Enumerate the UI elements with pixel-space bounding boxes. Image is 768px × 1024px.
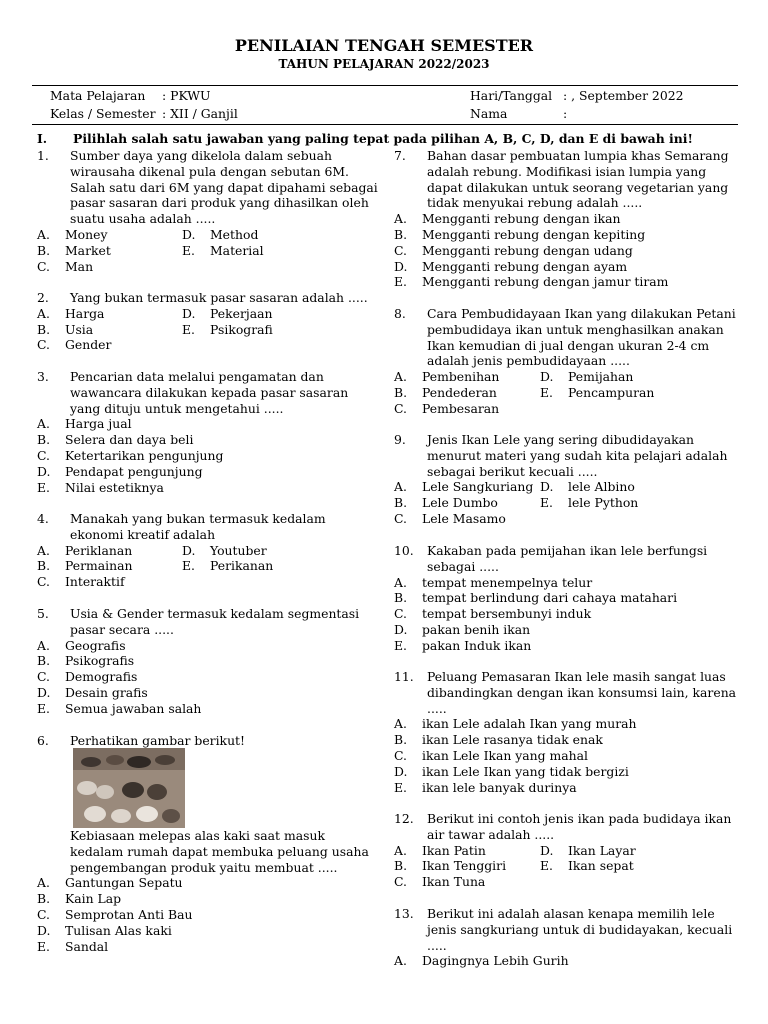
option-text: Sandal — [65, 938, 109, 954]
option-letter: E. — [182, 242, 195, 258]
option-letter: C. — [394, 748, 407, 763]
date-value: : , September 2022 — [563, 88, 684, 103]
option-letter: C. — [394, 242, 407, 258]
question-stem: Kakaban pada pemijahan ikan lele berfungsi sebagai ..... — [427, 543, 708, 574]
option-text: Gantungan Sepatu — [65, 875, 183, 891]
option-letter: B. — [37, 321, 51, 337]
option-text: ikan Lele Ikan yang tidak bergizi — [422, 763, 629, 779]
option-letter: A. — [37, 875, 50, 891]
option-letter: D. — [540, 842, 554, 858]
option-text: Nilai estetiknya — [65, 479, 164, 495]
question-number: 1. — [37, 148, 49, 163]
option-letter: D. — [394, 622, 408, 637]
question-number: 3. — [37, 369, 49, 384]
option-text: Pembesaran — [422, 400, 500, 416]
option-letter: C. — [37, 907, 50, 922]
question-number: 6. — [37, 733, 49, 748]
option-text: Usia — [65, 321, 94, 337]
option-letter: B. — [394, 495, 408, 511]
option-text: ikan Lele Ikan yang mahal — [422, 748, 588, 763]
option-letter: C. — [394, 400, 407, 416]
option-letter: A. — [394, 211, 407, 227]
option-text: Money — [65, 227, 108, 242]
option-letter: D. — [540, 479, 554, 495]
option-text: Material — [210, 242, 264, 258]
option-text: Method — [210, 227, 259, 242]
option-letter: B. — [394, 227, 408, 242]
option-letter: D. — [37, 463, 51, 479]
option-letter: D. — [394, 258, 408, 274]
option-text: Periklanan — [65, 542, 133, 558]
option-letter: A. — [394, 479, 407, 495]
option-letter: B. — [394, 858, 408, 874]
option-letter: B. — [37, 891, 51, 907]
option-text: Perikanan — [210, 558, 274, 574]
question-number: 12. — [394, 811, 414, 826]
option-text: tempat berlindung dari cahaya matahari — [422, 590, 678, 606]
question-number: 13. — [394, 906, 414, 921]
option-text: tempat bersembunyi induk — [422, 606, 592, 622]
option-letter: D. — [37, 922, 51, 938]
option-letter: C. — [394, 511, 407, 526]
option-text: Youtuber — [210, 542, 267, 558]
option-text: Demografis — [65, 669, 138, 685]
option-letter: D. — [182, 227, 196, 242]
question-number: 7. — [394, 148, 406, 163]
date-label: Hari/Tanggal — [470, 88, 553, 103]
option-text: Pendederan — [422, 385, 497, 400]
option-letter: E. — [394, 637, 407, 653]
option-letter: C. — [37, 574, 50, 590]
option-text: pakan Induk ikan — [422, 637, 532, 653]
option-letter: D. — [182, 542, 196, 558]
question-stem: Bahan dasar pembuatan lumpia khas Semarang adalah rebung. Modifikasi isian lumpia yang dapat dilakukan untuk seorang vegetarian yang tidak menyukai rebung adalah ..... — [427, 148, 729, 211]
question-stem: Peluang Pemasaran Ikan lele masih sangat luas dibandingkan dengan ikan konsumsi lain, karena ..... — [427, 669, 737, 716]
question-stem: Berikut ini adalah alasan kenapa memilih lele jenis sangkuriang untuk di budidayakan, kecuali ..... — [427, 906, 733, 953]
option-text: Man — [65, 258, 94, 274]
option-text: Pendapat pengunjung — [65, 463, 203, 479]
option-letter: A. — [394, 574, 407, 590]
header-top-rule — [32, 85, 738, 86]
question-number: 5. — [37, 606, 49, 621]
option-text: Mengganti rebung dengan ikan — [422, 211, 621, 227]
option-letter: B. — [37, 432, 51, 448]
option-letter: A. — [37, 305, 50, 321]
option-letter: C. — [37, 337, 50, 353]
option-letter: B. — [37, 558, 51, 574]
option-text: Mengganti rebung dengan udang — [422, 242, 633, 258]
question-stem: Perhatikan gambar berikut! — [70, 733, 246, 748]
question-number: 9. — [394, 432, 406, 447]
option-text: Pemijahan — [568, 369, 634, 385]
option-text: Gender — [65, 337, 112, 353]
option-text: Semprotan Anti Bau — [65, 907, 193, 922]
question-stem: Manakah yang bukan termasuk kedalam ekonomi kreatif adalah — [70, 511, 326, 542]
option-text: Geografis — [65, 637, 126, 653]
question-number: 11. — [394, 669, 414, 684]
question-stem: Berikut ini contoh jenis ikan pada budidaya ikan air tawar adalah ..... — [427, 811, 732, 842]
option-text: Psikografi — [210, 321, 273, 337]
subject-label: Mata Pelajaran — [50, 88, 146, 103]
option-text: ikan Lele adalah Ikan yang murah — [422, 716, 637, 732]
option-letter: D. — [182, 305, 196, 321]
header-bottom-rule — [32, 124, 738, 125]
option-text: Tulisan Alas kaki — [65, 922, 172, 938]
option-letter: A. — [37, 416, 50, 432]
option-text: Lele Sangkuriang — [422, 479, 534, 495]
question-number: 10. — [394, 543, 414, 558]
option-text: Ikan sepat — [568, 858, 634, 874]
option-text: Psikografis — [65, 653, 135, 669]
option-text: Pencampuran — [568, 385, 655, 400]
option-letter: C. — [394, 606, 407, 622]
option-text: Ikan Layar — [568, 842, 636, 858]
option-text: Pekerjaan — [210, 305, 273, 321]
option-text: Ikan Tuna — [422, 874, 486, 890]
option-text: Pembenihan — [422, 369, 500, 385]
option-text: ikan lele banyak durinya — [422, 779, 577, 795]
option-text: Harga jual — [65, 416, 132, 432]
option-text: Ketertarikan pengunjung — [65, 448, 224, 463]
option-text: lele Python — [568, 495, 639, 511]
option-text: Dagingnya Lebih Gurih — [422, 953, 569, 969]
option-text: pakan benih ikan — [422, 622, 531, 637]
option-text: ikan Lele rasanya tidak enak — [422, 732, 603, 748]
option-text: Ikan Tenggiri — [422, 858, 507, 874]
option-letter: E. — [37, 479, 50, 495]
option-text: Lele Masamo — [422, 511, 506, 526]
option-letter: E. — [394, 779, 407, 795]
option-text: Semua jawaban salah — [65, 700, 202, 716]
option-text: Market — [65, 242, 111, 258]
question-stem-continued: Kebiasaan melepas alas kaki saat masuk kedalam rumah dapat membuka peluang usaha pengembangan produk yaitu membuat ..... — [70, 828, 369, 875]
option-text: Selera dan daya beli — [65, 432, 194, 448]
option-letter: C. — [394, 874, 407, 890]
exam-title: PENILAIAN TENGAH SEMESTER — [234, 36, 534, 55]
option-letter: B. — [394, 385, 408, 400]
option-letter: E. — [540, 385, 553, 400]
option-letter: B. — [37, 653, 51, 669]
option-text: lele Albino — [568, 479, 635, 495]
option-letter: E. — [394, 274, 407, 290]
option-letter: E. — [37, 938, 50, 954]
option-text: Lele Dumbo — [422, 495, 498, 511]
option-letter: A. — [394, 842, 407, 858]
option-text: Interaktif — [65, 574, 125, 590]
question-stem: Yang bukan termasuk pasar sasaran adalah ..... — [70, 290, 368, 305]
option-letter: E. — [540, 495, 553, 511]
option-letter: A. — [37, 542, 50, 558]
option-text: tempat menempelnya telur — [422, 574, 593, 590]
option-letter: C. — [37, 258, 50, 274]
question-number: 2. — [37, 290, 49, 305]
question-stem: Cara Pembudidayaan Ikan yang dilakukan Petani pembudidaya ikan untuk menghasilkan anakan Ikan kemudian di jual dengan ukuran 2-4 cm adalah jenis pembudidayaan ..... — [427, 306, 736, 369]
option-letter: C. — [37, 669, 50, 685]
class-label: Kelas / Semester — [50, 106, 156, 121]
option-letter: B. — [394, 590, 408, 606]
option-letter: A. — [394, 369, 407, 385]
option-text: Harga — [65, 305, 105, 321]
question-number: 8. — [394, 306, 406, 321]
option-letter: D. — [394, 763, 408, 779]
option-letter: A. — [37, 637, 50, 653]
option-letter: E. — [182, 558, 195, 574]
option-letter: B. — [394, 732, 408, 748]
option-text: Kain Lap — [65, 891, 122, 907]
option-letter: C. — [37, 448, 50, 463]
name-value: : — [563, 106, 568, 121]
subject-value: : PKWU — [162, 88, 211, 103]
section-number: I. — [37, 131, 48, 146]
question-stem: Sumber daya yang dikelola dalam sebuah wirausaha dikenal pula dengan sebutan 6M. Salah satu dari 6M yang dapat dipahami sebagai pasar sasaran dari produk yang dihasilkan oleh suatu usaha adalah ..... — [70, 148, 378, 227]
option-letter: A. — [394, 716, 407, 732]
option-text: Mengganti rebung dengan kepiting — [422, 227, 646, 242]
option-letter: D. — [540, 369, 554, 385]
exam-subtitle: TAHUN PELAJARAN 2022/2023 — [278, 57, 490, 71]
option-letter: B. — [37, 242, 51, 258]
option-text: Desain grafis — [65, 685, 148, 700]
option-letter: E. — [37, 700, 50, 716]
option-letter: A. — [37, 227, 50, 242]
option-letter: E. — [182, 321, 195, 337]
shoes-photo — [73, 748, 185, 828]
class-value: : XII / Ganjil — [162, 106, 238, 121]
option-text: Permainan — [65, 558, 133, 574]
option-letter: E. — [540, 858, 553, 874]
option-letter: A. — [394, 953, 407, 969]
question-stem: Usia & Gender termasuk kedalam segmentasi pasar secara ..... — [70, 606, 360, 637]
name-label: Nama — [470, 106, 508, 121]
section-instruction: Pilihlah salah satu jawaban yang paling tepat pada pilihan A, B, C, D, dan E di bawah ini! — [73, 131, 693, 146]
option-letter: D. — [37, 685, 51, 700]
option-text: Ikan Patin — [422, 842, 486, 858]
question-number: 4. — [37, 511, 49, 526]
question-stem: Pencarian data melalui pengamatan dan wawancara dilakukan kepada pasar sasaran yang dituju untuk mengetahui ..... — [70, 369, 349, 416]
option-text: Mengganti rebung dengan ayam — [422, 258, 628, 274]
option-text: Mengganti rebung dengan jamur tiram — [422, 274, 669, 290]
question-stem: Jenis Ikan Lele yang sering dibudidayakan menurut materi yang sudah kita pelajari adalah sebagai berikut kecuali ..... — [427, 432, 728, 479]
